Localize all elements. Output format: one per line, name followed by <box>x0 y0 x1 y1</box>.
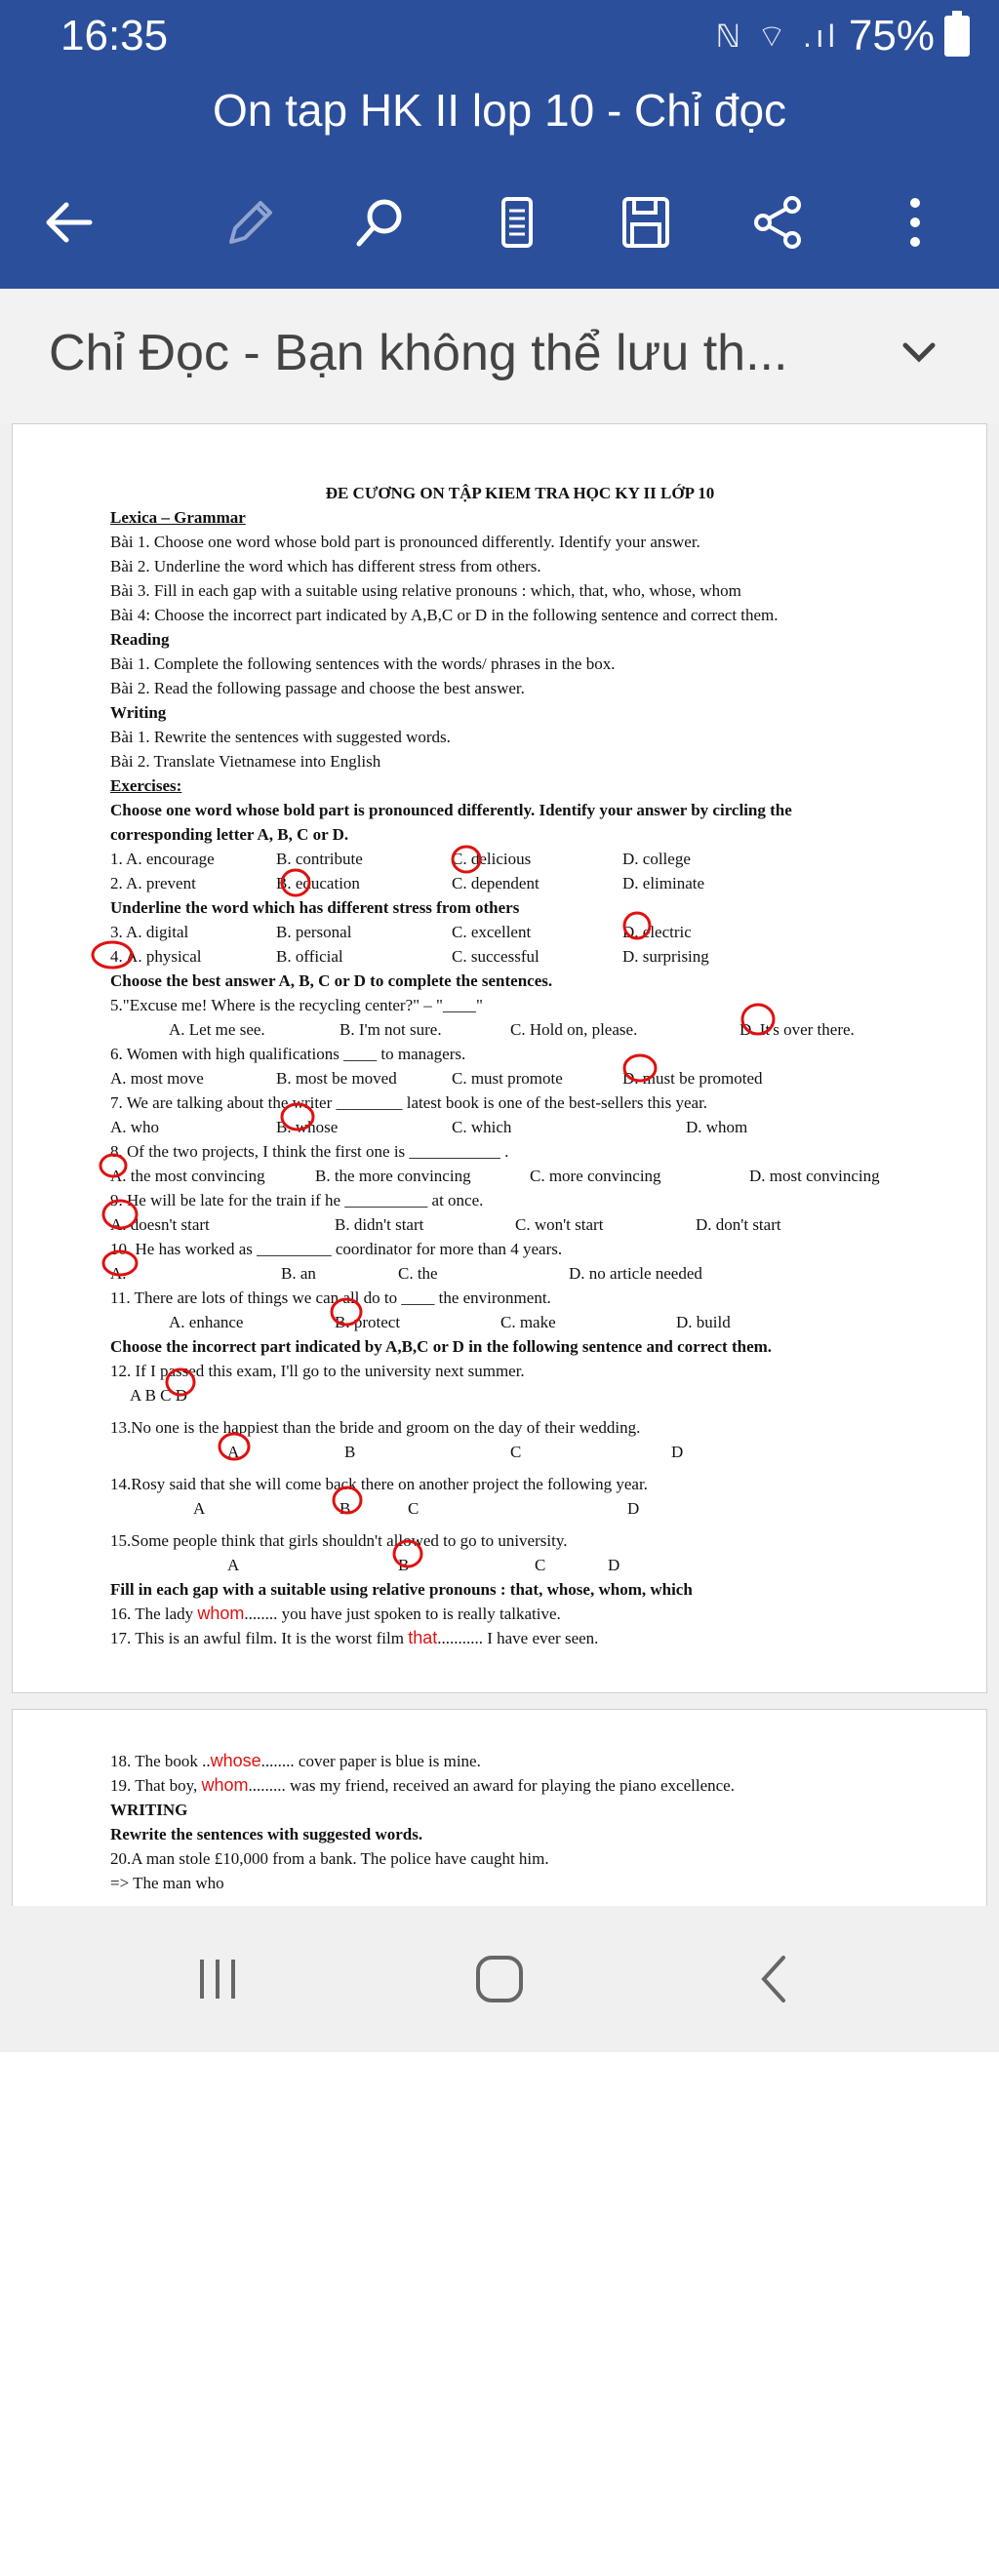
doc-line: Bài 2. Translate Vietnamese into English <box>110 752 381 771</box>
handwritten-answer: whom <box>201 1775 249 1795</box>
stress-heading: Underline the word which has different stress from others <box>110 898 520 917</box>
doc-line: Lexica – Grammar <box>110 508 246 527</box>
question-7-options <box>110 1115 930 1139</box>
question-20: 20.A man stole £10,000 from a bank. The police have caught him. <box>110 1849 549 1868</box>
option: C. successful <box>452 947 539 966</box>
q18-text: 18. The book .. <box>110 1752 211 1770</box>
q17-text: 17. This is an awful film. It is the worst film <box>110 1629 409 1647</box>
back-arrow-icon[interactable] <box>29 183 107 261</box>
question-9-options <box>110 1212 930 1237</box>
option: A. the most convincing <box>110 1167 265 1185</box>
question-9: 9. He will be late for the train if he __________ at once. <box>110 1191 484 1209</box>
pen-icon[interactable] <box>210 183 288 261</box>
mark: B <box>344 1443 356 1461</box>
option: B. an <box>281 1264 316 1283</box>
option: C. excellent <box>452 923 532 941</box>
more-options-icon[interactable] <box>876 183 954 261</box>
fill-gap-heading: Fill in each gap with a suitable using relative pronouns : that, whose, whom, which <box>110 1580 693 1599</box>
question-5-options <box>110 1017 930 1042</box>
option: D. don't start <box>696 1215 781 1234</box>
option: A. enhance <box>169 1313 244 1331</box>
app-bar <box>0 76 999 289</box>
question-14: 14.Rosy said that she will come back there on another project the following year. <box>110 1475 648 1493</box>
q19-text: 19. That boy, <box>110 1776 202 1795</box>
doc-line: Bài 2. Underline the word which has different stress from others. <box>110 557 541 575</box>
document-page-1 <box>12 423 987 1693</box>
option: B. didn't start <box>335 1215 424 1234</box>
doc-line: Writing <box>110 703 167 722</box>
option: D. most convincing <box>749 1167 880 1185</box>
home-icon[interactable] <box>441 1935 558 2023</box>
doc-line: Bài 2. Read the following passage and choose the best answer. <box>110 679 525 697</box>
q18-text-end: ........ cover paper is blue is mine. <box>260 1752 481 1770</box>
option: B. protect <box>335 1313 401 1331</box>
question-4 <box>110 944 930 969</box>
system-nav-bar <box>0 1906 999 2052</box>
question-20-prompt: => The man who <box>110 1874 224 1892</box>
share-icon[interactable] <box>739 183 818 261</box>
mark: A <box>193 1499 206 1518</box>
handwritten-answer: whom <box>197 1604 245 1623</box>
option: C. make <box>500 1313 556 1331</box>
mark: D <box>608 1556 620 1574</box>
mark: A <box>227 1443 240 1461</box>
rewrite-heading: Rewrite the sentences with suggested words. <box>110 1825 423 1843</box>
status-right <box>716 12 970 60</box>
writing-heading: WRITING <box>110 1801 188 1819</box>
question-17 <box>110 1626 930 1650</box>
doc-line: Bài 1. Rewrite the sentences with suggested words. <box>110 728 451 746</box>
question-10-options <box>110 1261 930 1286</box>
question-10: 10. He has worked as _________ coordinator for more than 4 years. <box>110 1240 563 1258</box>
option: C. delicious <box>452 850 532 868</box>
incorrect-part-heading: Choose the incorrect part indicated by A,B,C or D in the following sentence and correct them. <box>110 1337 773 1356</box>
question-12: 12. If I passed this exam, I'll go to the university next summer. <box>110 1362 525 1380</box>
option: D. no article needed <box>569 1264 702 1283</box>
option: B. personal <box>276 923 352 941</box>
best-answer-heading: Choose the best answer A, B, C or D to complete the sentences. <box>110 971 553 990</box>
save-icon[interactable] <box>607 183 685 261</box>
option: B. official <box>276 947 343 966</box>
question-12-marks: A B C D <box>130 1386 188 1405</box>
doc-line: Reading <box>110 630 170 649</box>
option: C. Hold on, please. <box>510 1020 638 1039</box>
page-1-content <box>110 481 930 1650</box>
read-only-banner[interactable] <box>0 289 999 424</box>
option: D. whom <box>686 1118 748 1136</box>
q19-text-end: ......... was my friend, received an award for playing the piano excellence. <box>248 1776 735 1795</box>
status-time: 16:35 <box>60 12 169 59</box>
option: B. contribute <box>276 850 363 868</box>
option: C. more convincing <box>530 1167 661 1185</box>
question-16 <box>110 1602 930 1626</box>
doc-line: Exercises: <box>110 776 182 795</box>
option: C. the <box>398 1264 438 1283</box>
question-13: 13.No one is the happiest than the bride and groom on the day of their wedding. <box>110 1418 641 1437</box>
option: A. doesn't start <box>110 1215 210 1234</box>
option: B. whose <box>276 1118 339 1136</box>
option: B. I'm not sure. <box>340 1020 442 1039</box>
battery-text: 75% <box>848 12 935 59</box>
search-icon[interactable] <box>341 183 420 261</box>
back-icon[interactable] <box>717 1935 834 2023</box>
mark: A <box>227 1556 240 1574</box>
document-page-2 <box>12 1709 987 1906</box>
question-1 <box>110 847 930 871</box>
option: D. electric <box>622 923 692 941</box>
option: D. It's over there. <box>739 1020 855 1039</box>
option: B. most be moved <box>276 1069 397 1088</box>
doc-line: corresponding letter A, B, C or D. <box>110 825 349 844</box>
doc-line: Bài 3. Fill in each gap with a suitable using relative pronouns : which, that, who, whose, whom <box>110 581 741 600</box>
question-3 <box>110 920 930 944</box>
page-2-content <box>110 1749 930 1895</box>
empty-area <box>0 2052 999 2576</box>
recent-apps-icon[interactable] <box>159 1935 276 2023</box>
option: D. build <box>676 1313 731 1331</box>
option: C. must promote <box>452 1069 563 1088</box>
doc-line: Bài 4: Choose the incorrect part indicated by A,B,C or D in the following sentence and correct them. <box>110 606 779 624</box>
mark: C <box>408 1499 420 1518</box>
chevron-down-icon[interactable] <box>898 337 940 374</box>
option: A. who <box>110 1118 160 1136</box>
question-8: 8. Of the two projects, I think the first one is ___________ . <box>110 1142 509 1161</box>
question-2 <box>110 871 930 895</box>
status-bar <box>0 0 999 76</box>
handwritten-answer: whose <box>210 1751 261 1770</box>
question-18 <box>110 1749 930 1773</box>
option: 3. A. digital <box>110 923 189 941</box>
option: D. must be promoted <box>622 1069 763 1088</box>
q17-text-end: ........... I have ever seen. <box>437 1629 599 1647</box>
option: A. <box>110 1264 127 1283</box>
question-15-marks <box>110 1553 930 1577</box>
mark: D <box>627 1499 640 1518</box>
option: D. college <box>622 850 691 868</box>
question-19 <box>110 1773 930 1798</box>
option: D. surprising <box>622 947 709 966</box>
option: C. won't start <box>515 1215 604 1234</box>
option: B. the more convincing <box>315 1167 471 1185</box>
option: C. dependent <box>452 874 539 892</box>
question-5: 5."Excuse me! Where is the recycling center?" – "____" <box>110 996 483 1014</box>
q16-text: 16. The lady <box>110 1605 198 1623</box>
question-14-marks <box>110 1496 930 1521</box>
reading-mode-icon[interactable] <box>478 183 556 261</box>
question-7: 7. We are talking about the writer ________ latest book is one of the best-sellers this year. <box>110 1093 708 1112</box>
mark: C <box>535 1556 546 1574</box>
question-8-options <box>110 1164 930 1188</box>
question-6-options <box>110 1066 930 1090</box>
option: 1. A. encourage <box>110 850 215 868</box>
option: C. which <box>452 1118 512 1136</box>
document-viewer[interactable] <box>0 423 999 1906</box>
signal-wifi-icons: ℕ ⌔ .ıl <box>715 19 839 54</box>
question-15: 15.Some people think that girls shouldn't allowed to go to university. <box>110 1531 568 1550</box>
doc-line: Bài 1. Choose one word whose bold part is pronounced differently. Identify your answer. <box>110 533 700 551</box>
doc-line: Bài 1. Complete the following sentences with the words/ phrases in the box. <box>110 654 616 673</box>
option: A. most move <box>110 1069 204 1088</box>
q16-text-end: ........ you have just spoken to is really talkative. <box>244 1605 561 1623</box>
banner-text: Chỉ Đọc - Bạn không thể lưu th... <box>49 325 788 381</box>
document-title: On tap HK II lop 10 - Chỉ đọc <box>212 85 787 136</box>
option: 4. A. physical <box>110 947 202 966</box>
mark: D <box>671 1443 684 1461</box>
option: D. eliminate <box>622 874 705 892</box>
option: A. Let me see. <box>169 1020 265 1039</box>
battery-icon <box>944 16 970 57</box>
question-6: 6. Women with high qualifications ____ to managers. <box>110 1045 466 1063</box>
question-13-marks <box>110 1440 930 1464</box>
option: 2. A. prevent <box>110 874 196 892</box>
question-11: 11. There are lots of things we can all do to ____ the environment. <box>110 1288 551 1307</box>
doc-title: ĐE CƯƠNG ON TẬP KIEM TRA HỌC KY II LỚP 10 <box>325 484 715 502</box>
mark: C <box>510 1443 522 1461</box>
toolbar <box>0 174 999 271</box>
question-11-options <box>110 1310 930 1334</box>
option: B. education <box>276 874 360 892</box>
handwritten-answer: that <box>408 1628 438 1647</box>
mark: B <box>340 1499 351 1518</box>
mark: B <box>398 1556 410 1574</box>
doc-line: Choose one word whose bold part is pronounced differently. Identify your answer by circling the <box>110 801 792 819</box>
